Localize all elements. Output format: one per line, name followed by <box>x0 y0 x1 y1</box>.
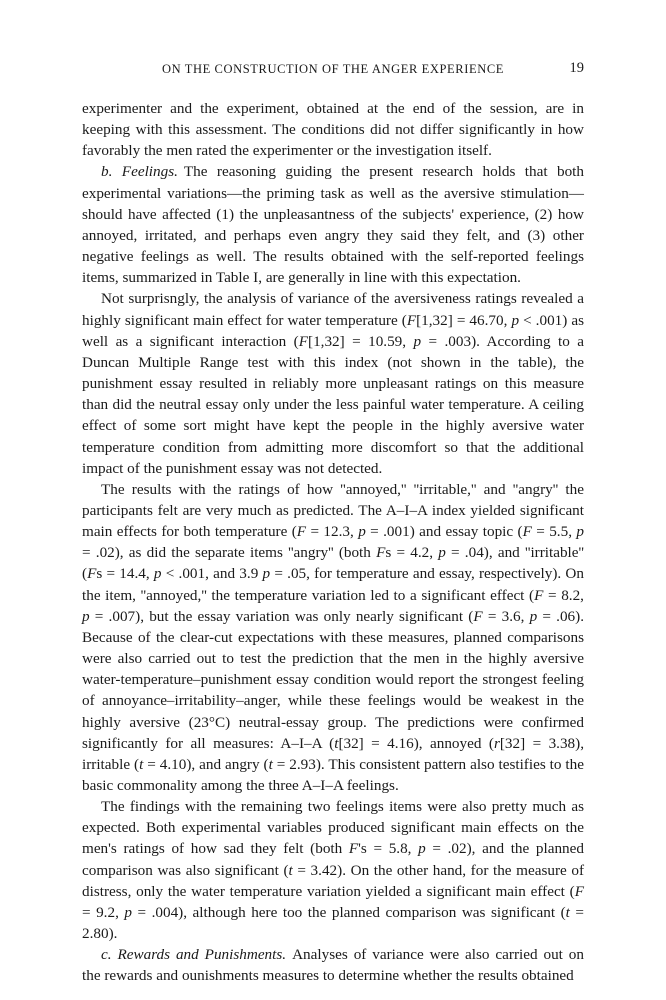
paragraph-remaining-items: The findings with the remaining two feelings items were also pretty much as expected. Both experimental variables produced significant main effects on the men's ratings of how sad they felt (both F's = 5.8, p = .02), and the planned comparison was also significant (t = 3.42). On the other hand, for the measure of distress, only the water temperature variation yielded a significant main effect (F = 9.2, p = .004), although here too the planned comparison was significant (t = 2.80). <box>82 798 585 943</box>
page-number: 19 <box>569 60 584 76</box>
section-heading-rewards: c. Rewards and Punishments. <box>101 946 287 964</box>
body-text <box>82 98 584 987</box>
paragraph-aversiveness: Not surprisngly, the analysis of variance of the aversiveness ratings revealed a highly significant main effect for water temperature (F[1,32] = 46.70, p < .001) as well as a significant interaction (F[1,32] = 10.59, p = .003). According to a Duncan Multiple Range test with this index (not shown in the table), the punishment essay resulted in reliably more unpleasant ratings on this measure than did the neutral essay only under the less painful water temperature. A ceiling effect of some sort might have kept the people in the highly aversive water temperature condition from admitting more discomfort so that the additional impact of the punishment essay was not detected. <box>82 290 585 477</box>
running-header <box>82 60 584 80</box>
paragraph-continuation <box>82 98 584 161</box>
section-heading-feelings: b. Feelings. <box>101 163 178 181</box>
paragraph-text: experimenter and the experiment, obtained at the end of the session, are in keeping with this assessment. The conditions did not differ significantly in how favorably the men rated the experimenter or the investigation itself. <box>82 100 584 160</box>
paragraph-rewards <box>82 944 584 986</box>
paragraph-text: Analyses of variance were also carried out on the rewards and ounishments measures to determine whether the results obtained <box>82 946 584 985</box>
running-head: ON THE CONSTRUCTION OF THE ANGER EXPERIENCE <box>161 62 504 76</box>
paragraph-text: The reasoning guiding the present research holds that both experimental variations—the priming task as well as the aversive stimulation—should have affected (1) the unpleasantness of the subjects' experience, (2) how annoyed, irritated, and perhaps even angry they said they felt, and (3) other negative feelings as well. The results obtained with the self-reported feelings items, summarized in Table I, are generally in line with this expectation. <box>82 163 584 287</box>
paragraph-aia-results: The results with the ratings of how ''annoyed,'' ''irritable,'' and ''angry'' the participants felt are very much as predicted. The A–I–A index yielded significant main effects for both temperature (F = 12.3, p = .001) and essay topic (F = 5.5, p = .02), as did the separate items ''angry'' (both Fs = 4.2, p = .04), and ''irritable'' (Fs = 14.4, p < .001, and 3.9 p = .05, for temperature and essay, respectively). On the item, ''annoyed,'' the temperature variation led to a significant effect (F = 8.2, p = .007), but the essay variation was only nearly significant (F = 3.6, p = .06). Because of the clear-cut expectations with these measures, planned comparisons were also carried out to test the prediction that the men in the highly aversive water-temperature–punishment essay condition would report the strongest feeling of annoyance–irritability–anger, while these feelings would be weakest in the highly aversive (23°C) neutral-essay group. The predictions were confirmed significantly for all measures: A–I–A (t[32] = 4.16), annoyed (r[32] = 3.38), irritable (t = 4.10), and angry (t = 2.93). This consistent pattern also testifies to the basic commonality among the three A–I–A feelings. <box>82 480 584 794</box>
paragraph-feelings <box>82 161 584 288</box>
